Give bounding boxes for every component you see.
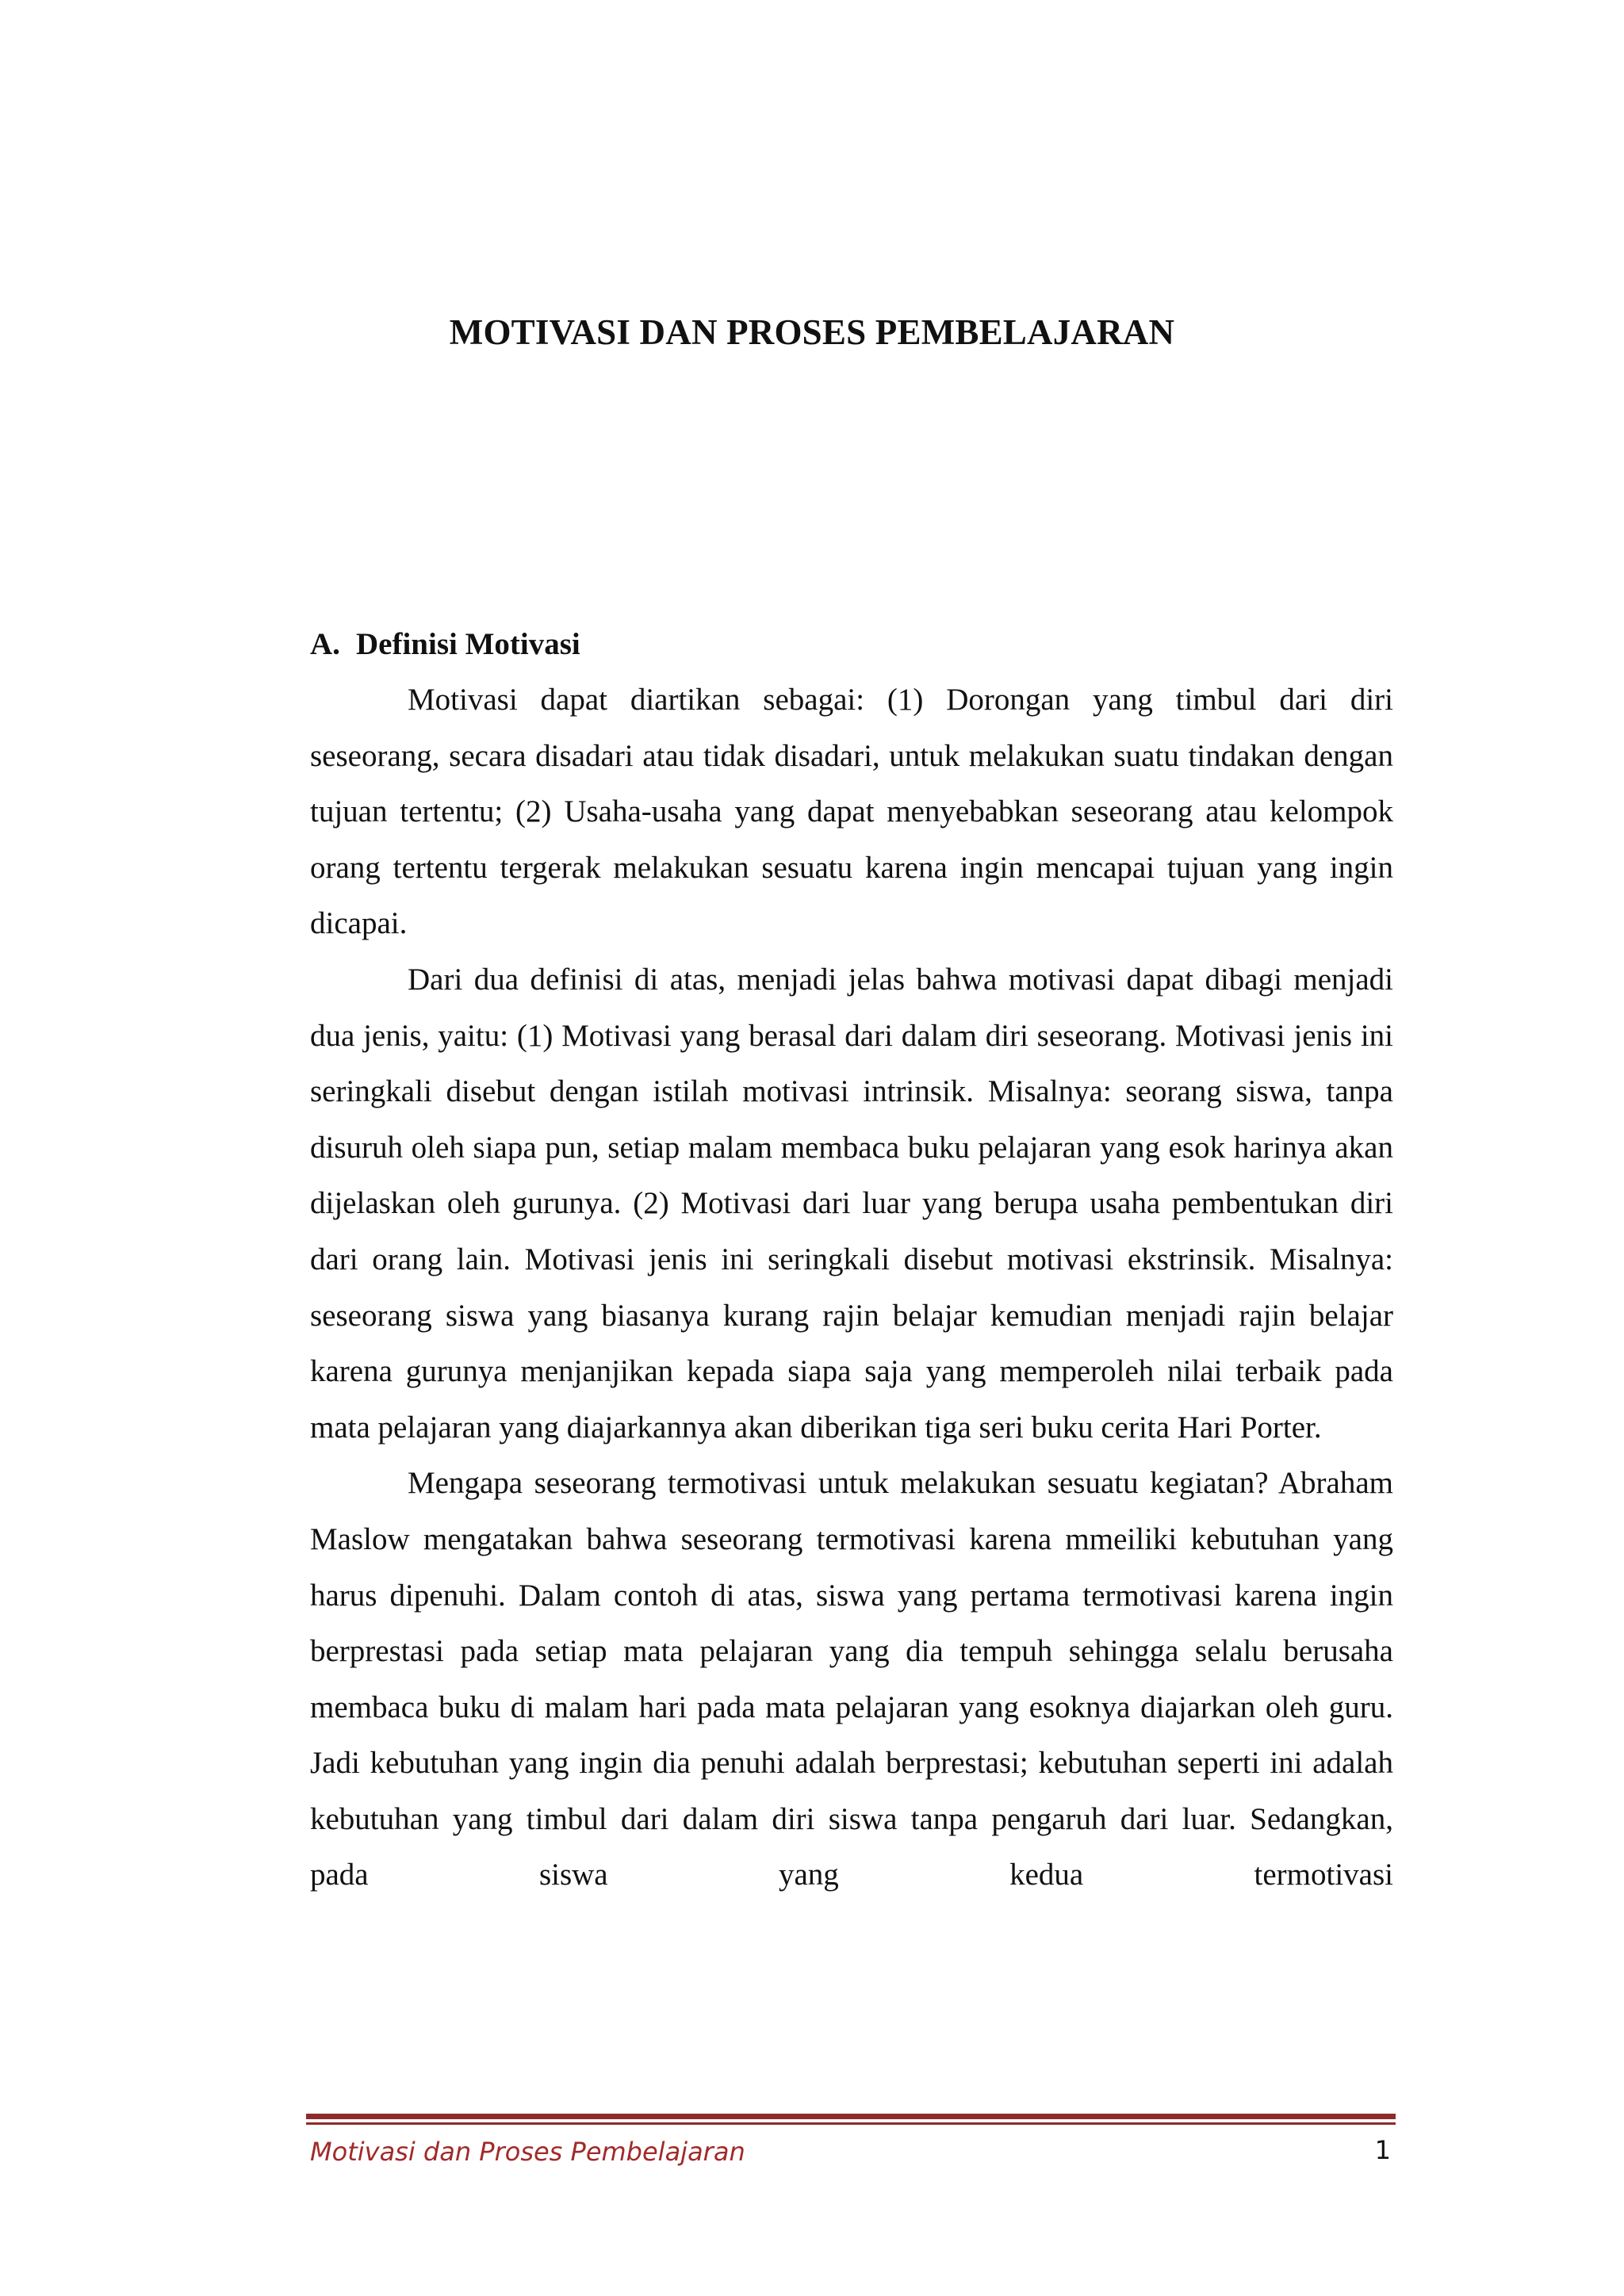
section-title: Definisi Motivasi [356,627,580,661]
document-title: MOTIVASI DAN PROSES PEMBELAJARAN [449,312,1175,352]
paragraph: Dari dua definisi di atas, menjadi jelas bahwa motivasi dapat dibagi menjadi dua jenis, yaitu: (1) Motivasi yang berasal dari dalam diri seseorang. Motivasi jenis ini seringkali disebut dengan istilah motivasi intrinsik. Misalnya: seorang siswa, tanpa disuruh oleh siapa pun, setiap malam membaca buku pelajaran yang esok harinya akan dijelaskan oleh gurunya. (2) Motivasi dari luar yang berupa usaha pembentukan diri dari orang lain. Motivasi jenis ini seringkali disebut motivasi ekstrinsik. Misalnya: seseorang siswa yang biasanya kurang rajin belajar kemudian menjadi rajin belajar karena gurunya menjanjikan kepada siapa saja yang memperoleh nilai terbaik pada mata pelajaran yang diajarkannya akan diberikan tiga seri buku cerita Hari Porter. [310,962,1393,1445]
paragraph: Motivasi dapat diartikan sebagai: (1) Dorongan yang timbul dari diri seseorang, secara disadari atau tidak disadari, untuk melakukan suatu tindakan dengan tujuan tertentu; (2) Usaha-usaha yang dapat menyebabkan seseorang atau kelompok orang tertentu tergerak melakukan sesuatu karena ingin mencapai tujuan yang ingin dicapai. [310,683,1393,941]
footer-rule-thin [306,2122,1396,2125]
document-body [310,617,1393,1904]
footer-rule [306,2114,1396,2119]
section-heading [310,617,1393,672]
footer-running-title: Motivasi dan Proses Pembelajaran [310,2137,745,2167]
page-number: 1 [1374,2135,1391,2165]
section-number: A. [310,627,340,661]
paragraph: Mengapa seseorang termotivasi untuk melakukan sesuatu kegiatan? Abraham Maslow mengatakan bahwa seseorang termotivasi karena mmeiliki kebutuhan yang harus dipenuhi. Dalam contoh di atas, siswa yang pertama termotivasi karena ingin berprestasi pada setiap mata pelajaran yang dia tempuh sehingga selalu berusaha membaca buku di malam hari pada mata pelajaran yang esoknya diajarkan oleh guru. Jadi kebutuhan yang ingin dia penuhi adalah berprestasi; kebutuhan seperti ini adalah kebutuhan yang timbul dari dalam diri siswa tanpa pengaruh dari luar. Sedangkan, pada siswa yang kedua termotivasi [310,1466,1393,1892]
